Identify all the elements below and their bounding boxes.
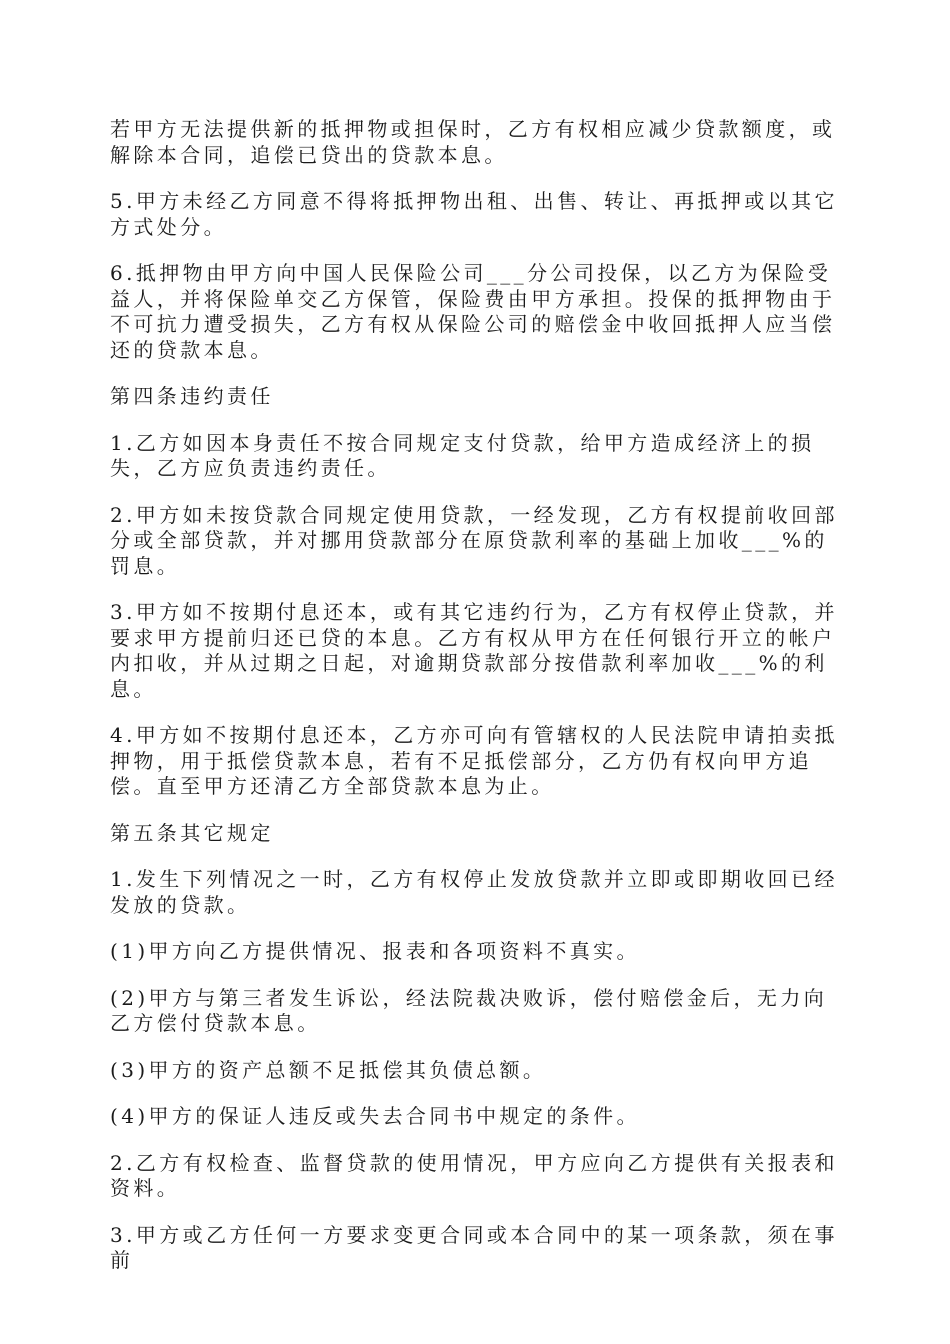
paragraph-item-3: (3)甲方的资产总额不足抵偿其负债总额。 — [110, 1057, 547, 1082]
paragraph-liability-1: 1.乙方如因本身责任不按合同规定支付贷款，给甲方造成经济上的损失，乙方应负责违约责任。 — [110, 430, 815, 480]
paragraph-other-2: 2.乙方有权检查、监督贷款的使用情况，甲方应向乙方提供有关报表和资料。 — [110, 1150, 838, 1200]
paragraph-other-3: 3.甲方或乙方任何一方要求变更合同或本合同中的某一项条款，须在事前 — [110, 1222, 838, 1272]
paragraph-reduce-loan: 若甲方无法提供新的抵押物或担保时，乙方有权相应减少贷款额度，或解除本合同，追偿已贷出的贷款本息。 — [110, 117, 836, 167]
paragraph-item-4: (4)甲方的保证人违反或失去合同书中规定的条件。 — [110, 1104, 640, 1128]
paragraph-liability-2: 2.甲方如未按贷款合同规定使用贷款，一经发现，乙方有权提前收回部分或全部贷款，并对挪用贷款部分在原贷款利率的基础上加收___%的罚息。 — [110, 502, 838, 578]
paragraph-item-2: (2)甲方与第三者发生诉讼，经法院裁决败诉，偿付赔偿金后，无力向乙方偿付贷款本息。 — [110, 985, 828, 1035]
paragraph-other-1: 1.发生下列情况之一时，乙方有权停止发放贷款并立即或即期收回已经发放的贷款。 — [110, 867, 838, 917]
section-heading-other: 第五条其它规定 — [110, 820, 274, 845]
paragraph-liability-4: 4.甲方如不按期付息还本，乙方亦可向有管辖权的人民法院申请拍卖抵押物，用于抵偿贷款本息，若有不足抵偿部分，乙方仍有权向甲方追偿。直至甲方还清乙方全部贷款本息为止。 — [110, 723, 838, 798]
section-heading-liability: 第四条违约责任 — [110, 384, 274, 408]
paragraph-liability-3: 3.甲方如不按期付息还本，或有其它违约行为，乙方有权停止贷款，并要求甲方提前归还已贷的本息。乙方有权从甲方在任何银行开立的帐户内扣收，并从过期之日起，对逾期贷款部分按借款利率加收___%的利息。 — [110, 600, 838, 701]
paragraph-clause-5: 5.甲方未经乙方同意不得将抵押物出租、出售、转让、再抵押或以其它方式处分。 — [110, 189, 838, 239]
paragraph-clause-6: 6.抵押物由甲方向中国人民保险公司___分公司投保，以乙方为保险受益人，并将保险单交乙方保管，保险费由甲方承担。投保的抵押物由于不可抗力遭受损失，乙方有权从保险公司的赔偿金中收回抵押人应当偿还的贷款本息。 — [110, 261, 836, 362]
paragraph-item-1: (1)甲方向乙方提供情况、报表和各项资料不真实。 — [110, 939, 640, 963]
document-body — [110, 117, 842, 1295]
